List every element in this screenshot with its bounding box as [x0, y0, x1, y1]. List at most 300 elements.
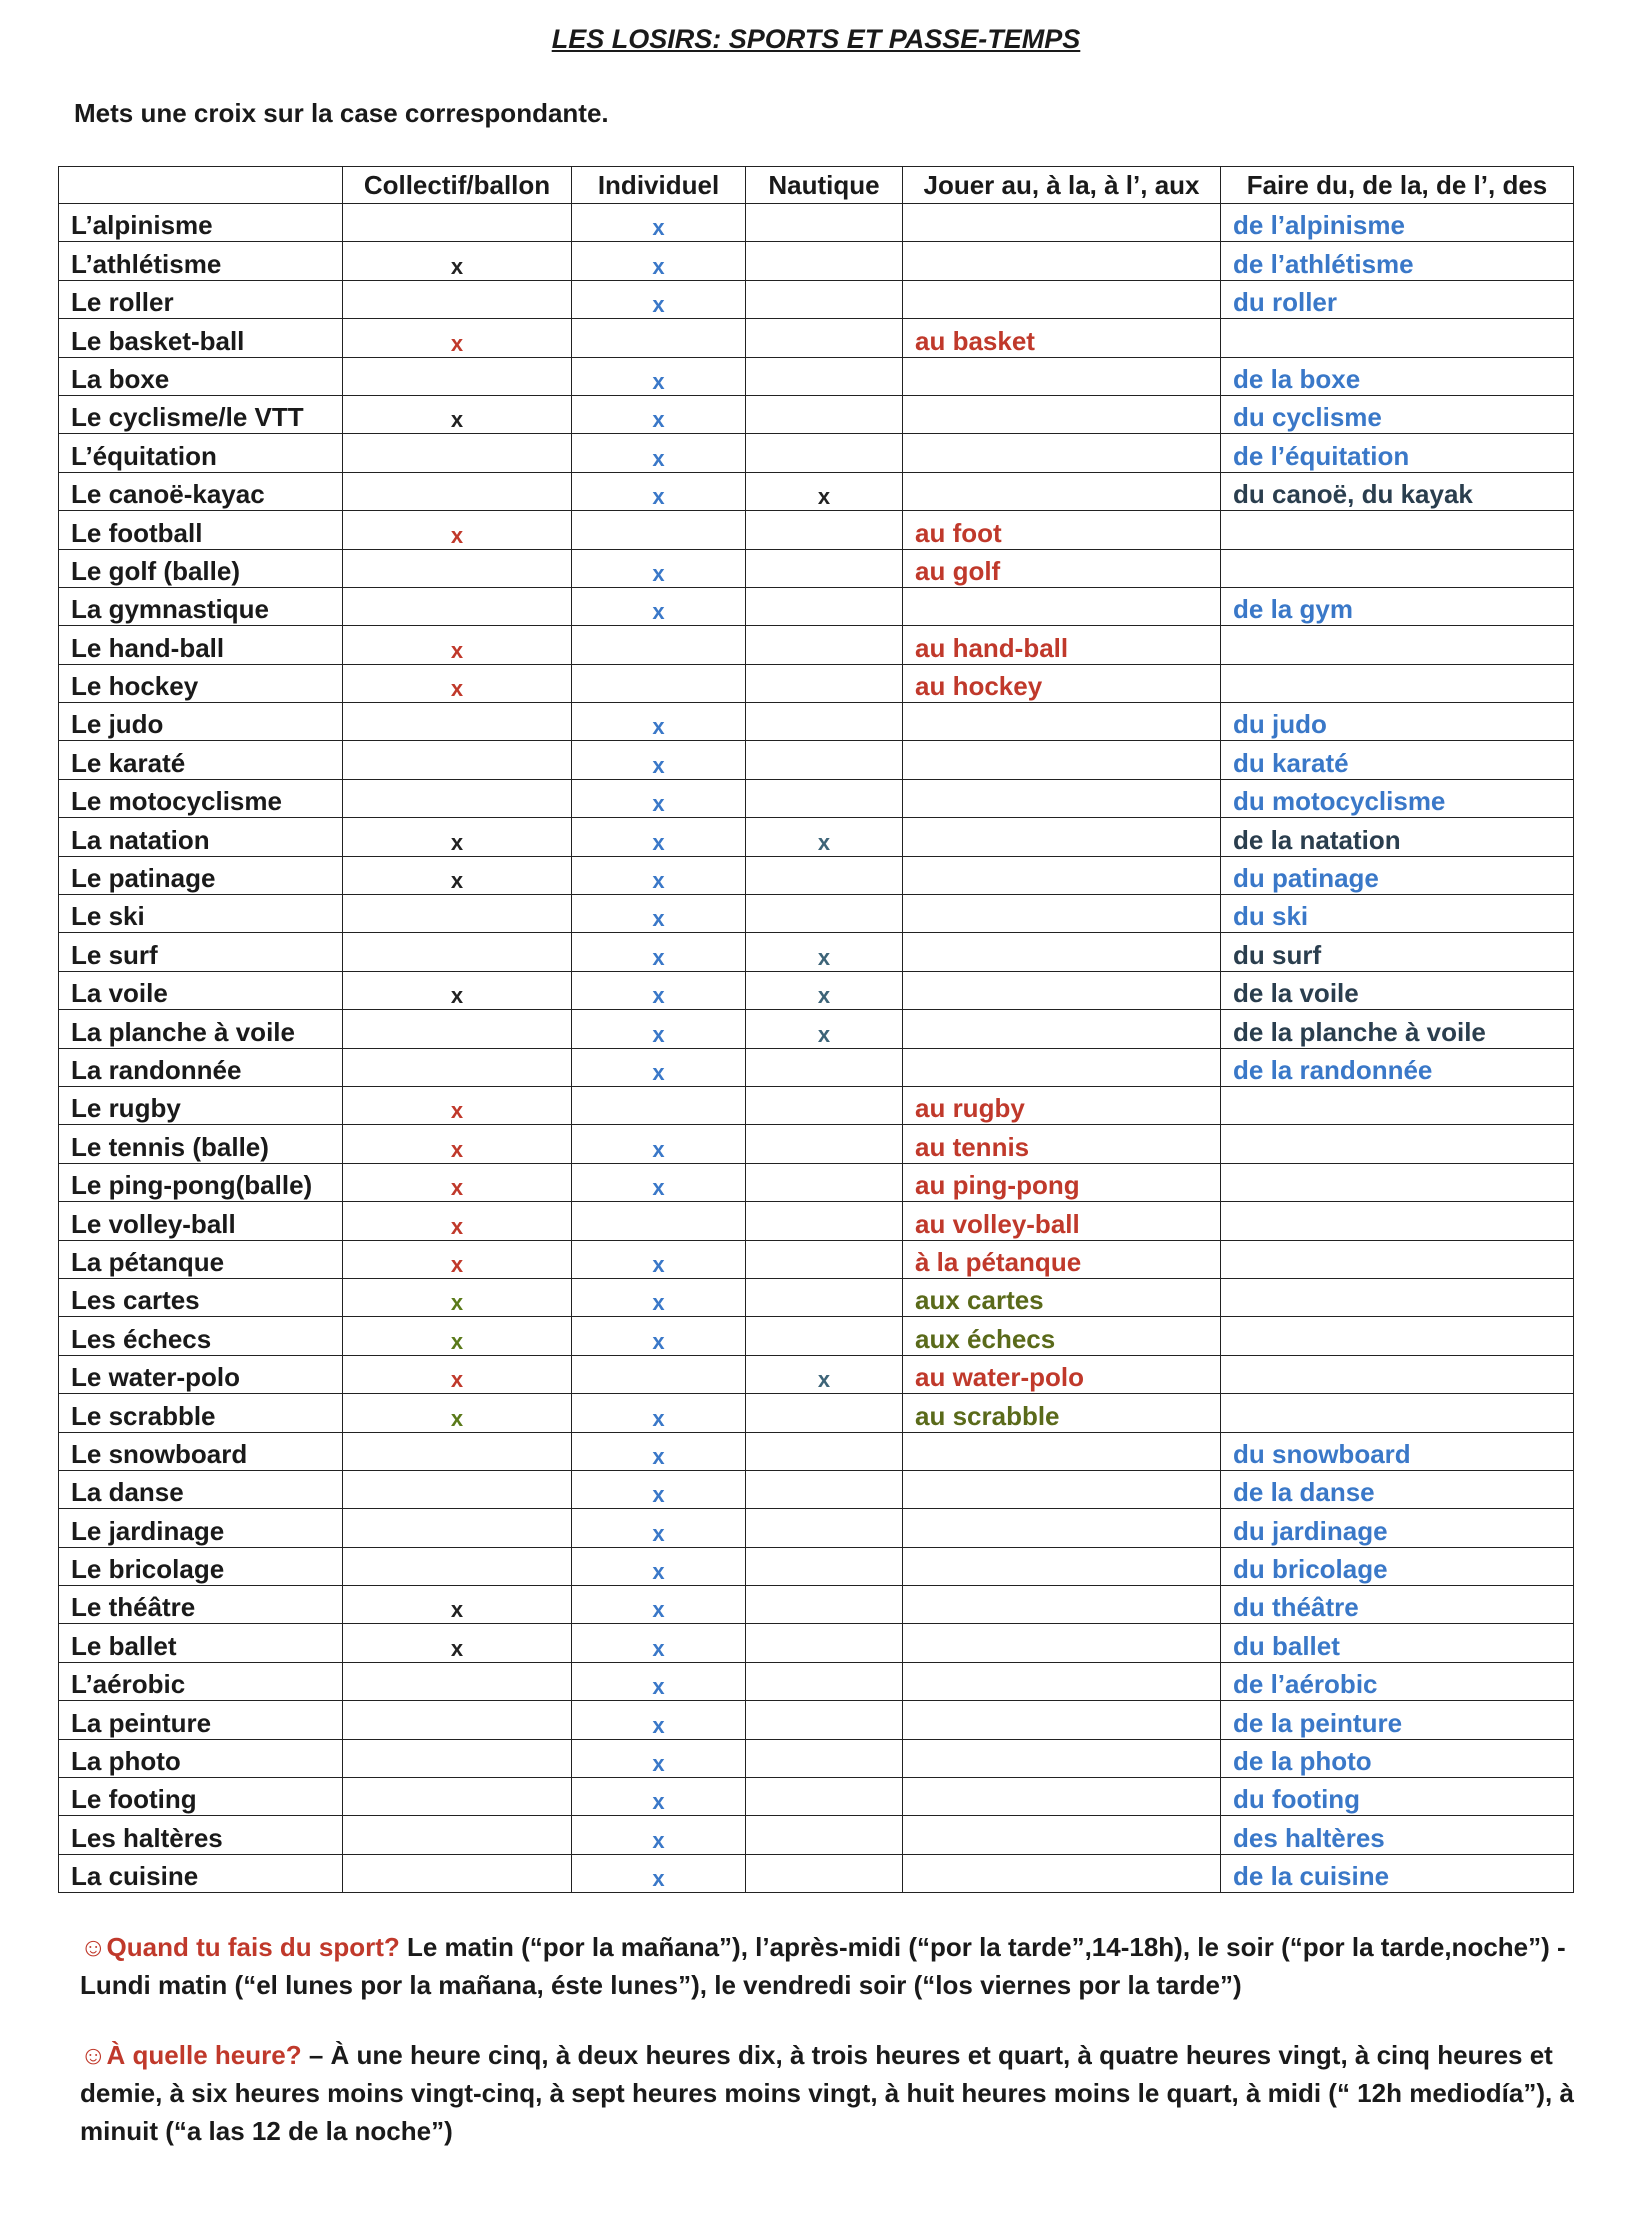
cell-jouer [903, 1624, 1221, 1662]
header-faire: Faire du, de la, de l’, des [1221, 167, 1574, 204]
cell-nautique: x [746, 1010, 903, 1048]
cell-individuel: x [572, 741, 746, 779]
cell-nautique [746, 626, 903, 664]
cell-collectif [343, 280, 572, 318]
cell-jouer [903, 779, 1221, 817]
cell-faire: de la danse [1221, 1470, 1574, 1508]
cell-sport: Le bricolage [59, 1547, 343, 1585]
cell-individuel: x [572, 587, 746, 625]
cell-faire: du jardinage [1221, 1509, 1574, 1547]
cell-faire: de la boxe [1221, 357, 1574, 395]
cell-faire: du judo [1221, 703, 1574, 741]
table-row [59, 856, 1574, 894]
cell-faire [1221, 1240, 1574, 1278]
cell-jouer [903, 1854, 1221, 1892]
header-sport [59, 167, 343, 204]
cell-jouer [903, 1547, 1221, 1585]
table-row [59, 280, 1574, 318]
cell-sport: Le ballet [59, 1624, 343, 1662]
table-row [59, 741, 1574, 779]
header-jouer: Jouer au, à la, à l’, aux [903, 167, 1221, 204]
cell-nautique [746, 1163, 903, 1201]
cell-nautique [746, 895, 903, 933]
table-row [59, 818, 1574, 856]
table-row [59, 1509, 1574, 1547]
cell-collectif: x [343, 395, 572, 433]
cell-jouer [903, 357, 1221, 395]
cell-faire: de l’aérobic [1221, 1662, 1574, 1700]
cell-nautique [746, 204, 903, 242]
cell-individuel [572, 664, 746, 702]
cell-jouer: aux échecs [903, 1317, 1221, 1355]
cell-faire [1221, 549, 1574, 587]
cell-collectif [343, 741, 572, 779]
cell-jouer [903, 1509, 1221, 1547]
table-row [59, 395, 1574, 433]
cell-sport: La voile [59, 971, 343, 1009]
cell-sport: Le footing [59, 1778, 343, 1816]
cell-faire [1221, 319, 1574, 357]
cell-sport: Le canoë-kayac [59, 472, 343, 510]
table-row [59, 933, 1574, 971]
cell-individuel: x [572, 242, 746, 280]
cell-jouer [903, 1470, 1221, 1508]
cell-faire [1221, 664, 1574, 702]
table-row [59, 434, 1574, 472]
cell-nautique [746, 1470, 903, 1508]
cell-individuel: x [572, 1662, 746, 1700]
cell-nautique: x [746, 933, 903, 971]
cell-collectif: x [343, 511, 572, 549]
cell-jouer [903, 818, 1221, 856]
cell-sport: Le water-polo [59, 1355, 343, 1393]
cell-jouer: aux cartes [903, 1278, 1221, 1316]
cell-nautique [746, 549, 903, 587]
cell-collectif: x [343, 856, 572, 894]
cell-sport: Le karaté [59, 741, 343, 779]
note-time [80, 2036, 1610, 2150]
cell-collectif: x [343, 319, 572, 357]
table-row [59, 1816, 1574, 1854]
cell-faire: de la planche à voile [1221, 1010, 1574, 1048]
cell-nautique [746, 1778, 903, 1816]
cell-jouer [903, 933, 1221, 971]
table-row [59, 1278, 1574, 1316]
page-title: LES LOSIRS: SPORTS ET PASSE-TEMPS [551, 24, 1081, 54]
table-row [59, 1317, 1574, 1355]
note-when-lead: ☺Quand tu fais du sport? [80, 1932, 400, 1962]
cell-jouer: au water-polo [903, 1355, 1221, 1393]
cell-individuel: x [572, 1778, 746, 1816]
cell-individuel: x [572, 1240, 746, 1278]
cell-sport: Le patinage [59, 856, 343, 894]
cell-jouer [903, 741, 1221, 779]
cell-individuel: x [572, 856, 746, 894]
table-row [59, 1432, 1574, 1470]
cell-faire: des haltères [1221, 1816, 1574, 1854]
cell-individuel: x [572, 1701, 746, 1739]
cell-individuel: x [572, 1394, 746, 1432]
cell-faire [1221, 1125, 1574, 1163]
cell-sport: Le football [59, 511, 343, 549]
cell-sport: L’athlétisme [59, 242, 343, 280]
cell-individuel: x [572, 357, 746, 395]
cell-nautique [746, 779, 903, 817]
cell-jouer: au rugby [903, 1086, 1221, 1124]
cell-jouer [903, 1010, 1221, 1048]
cell-sport: Le hockey [59, 664, 343, 702]
cell-individuel [572, 1086, 746, 1124]
cell-collectif [343, 1854, 572, 1892]
cell-collectif: x [343, 1355, 572, 1393]
cell-sport: Le golf (balle) [59, 549, 343, 587]
cell-collectif: x [343, 1240, 572, 1278]
header-individuel: Individuel [572, 167, 746, 204]
cell-individuel: x [572, 204, 746, 242]
cell-faire: du patinage [1221, 856, 1574, 894]
cell-collectif: x [343, 626, 572, 664]
cell-individuel: x [572, 1163, 746, 1201]
cell-sport: Les cartes [59, 1278, 343, 1316]
table-row [59, 1701, 1574, 1739]
cell-collectif [343, 1701, 572, 1739]
cell-nautique [746, 1816, 903, 1854]
cell-individuel: x [572, 779, 746, 817]
cell-collectif [343, 1010, 572, 1048]
cell-jouer: au tennis [903, 1125, 1221, 1163]
cell-individuel: x [572, 933, 746, 971]
cell-faire: de l’alpinisme [1221, 204, 1574, 242]
cell-individuel: x [572, 1278, 746, 1316]
cell-sport: La natation [59, 818, 343, 856]
cell-faire [1221, 1394, 1574, 1432]
table-row [59, 242, 1574, 280]
cell-sport: Le hand-ball [59, 626, 343, 664]
cell-sport: La cuisine [59, 1854, 343, 1892]
cell-faire [1221, 1086, 1574, 1124]
cell-nautique [746, 1509, 903, 1547]
cell-sport: Le surf [59, 933, 343, 971]
cell-collectif: x [343, 1202, 572, 1240]
table-row [59, 1240, 1574, 1278]
cell-nautique [746, 1125, 903, 1163]
cell-sport: Le volley-ball [59, 1202, 343, 1240]
cell-individuel: x [572, 472, 746, 510]
cell-sport: Le ski [59, 895, 343, 933]
cell-collectif: x [343, 1624, 572, 1662]
cell-jouer: au ping-pong [903, 1163, 1221, 1201]
cell-faire [1221, 1278, 1574, 1316]
cell-individuel: x [572, 1470, 746, 1508]
cell-nautique [746, 1317, 903, 1355]
cell-individuel: x [572, 818, 746, 856]
cell-nautique [746, 1586, 903, 1624]
cell-faire: du ski [1221, 895, 1574, 933]
cell-sport: La pétanque [59, 1240, 343, 1278]
cell-nautique [746, 1739, 903, 1777]
note-time-text: – À une heure cinq, à deux heures dix, à trois heures et quart, à quatre heures vingt, à cinq heures et demie, à six heures moins vingt-cinq, à sept heures moins vingt, à huit heures moins le quart, à midi (“ 12h mediodía”), à minuit (“a las 12 de la noche”) [80, 2040, 1574, 2146]
cell-sport: Le scrabble [59, 1394, 343, 1432]
instruction-text: Mets une croix sur la case correspondante. [74, 98, 609, 128]
table-row [59, 511, 1574, 549]
cell-collectif: x [343, 664, 572, 702]
cell-individuel: x [572, 280, 746, 318]
cell-nautique: x [746, 971, 903, 1009]
cell-collectif [343, 933, 572, 971]
cell-individuel: x [572, 895, 746, 933]
cell-nautique [746, 280, 903, 318]
cell-jouer: au volley-ball [903, 1202, 1221, 1240]
table-row [59, 204, 1574, 242]
cell-collectif [343, 587, 572, 625]
cell-collectif [343, 1816, 572, 1854]
cell-individuel [572, 1355, 746, 1393]
table-row [59, 1125, 1574, 1163]
cell-nautique [746, 856, 903, 894]
cell-nautique: x [746, 1355, 903, 1393]
table-row [59, 779, 1574, 817]
cell-individuel [572, 319, 746, 357]
cell-collectif [343, 472, 572, 510]
cell-faire [1221, 1355, 1574, 1393]
cell-faire: du théâtre [1221, 1586, 1574, 1624]
cell-collectif: x [343, 1125, 572, 1163]
cell-faire [1221, 1202, 1574, 1240]
cell-nautique [746, 511, 903, 549]
table-row [59, 664, 1574, 702]
cell-nautique: x [746, 472, 903, 510]
header-collectif: Collectif/ballon [343, 167, 572, 204]
cell-nautique [746, 357, 903, 395]
cell-individuel: x [572, 434, 746, 472]
cell-nautique [746, 1624, 903, 1662]
cell-nautique [746, 703, 903, 741]
cell-jouer: au golf [903, 549, 1221, 587]
cell-collectif: x [343, 971, 572, 1009]
cell-collectif: x [343, 1278, 572, 1316]
cell-sport: Le théâtre [59, 1586, 343, 1624]
cell-collectif [343, 1432, 572, 1470]
cell-faire: du footing [1221, 1778, 1574, 1816]
table-header-row [59, 167, 1574, 204]
table-row [59, 357, 1574, 395]
cell-faire: du roller [1221, 280, 1574, 318]
cell-nautique [746, 1854, 903, 1892]
cell-faire: du karaté [1221, 741, 1574, 779]
cell-nautique [746, 1701, 903, 1739]
cell-sport: Le snowboard [59, 1432, 343, 1470]
table-row [59, 1355, 1574, 1393]
cell-collectif [343, 1509, 572, 1547]
cell-jouer: au hand-ball [903, 626, 1221, 664]
table-row [59, 319, 1574, 357]
cell-nautique [746, 664, 903, 702]
cell-sport: La gymnastique [59, 587, 343, 625]
cell-nautique [746, 1432, 903, 1470]
cell-faire: du canoë, du kayak [1221, 472, 1574, 510]
cell-jouer [903, 395, 1221, 433]
table-row [59, 1048, 1574, 1086]
cell-faire: du motocyclisme [1221, 779, 1574, 817]
cell-collectif [343, 549, 572, 587]
cell-jouer [903, 587, 1221, 625]
table-row [59, 1586, 1574, 1624]
cell-collectif [343, 1662, 572, 1700]
cell-collectif: x [343, 1394, 572, 1432]
table-row [59, 1010, 1574, 1048]
table-row [59, 1394, 1574, 1432]
cell-individuel: x [572, 1624, 746, 1662]
cell-jouer [903, 472, 1221, 510]
cell-nautique [746, 1547, 903, 1585]
cell-nautique [746, 1086, 903, 1124]
cell-collectif [343, 1470, 572, 1508]
cell-collectif [343, 1547, 572, 1585]
table-row [59, 549, 1574, 587]
cell-jouer [903, 703, 1221, 741]
cell-sport: La planche à voile [59, 1010, 343, 1048]
cell-jouer [903, 1048, 1221, 1086]
cell-individuel: x [572, 1739, 746, 1777]
table-row [59, 703, 1574, 741]
cell-individuel: x [572, 1125, 746, 1163]
table-row [59, 1163, 1574, 1201]
cell-sport: La randonnée [59, 1048, 343, 1086]
cell-jouer: au scrabble [903, 1394, 1221, 1432]
cell-sport: L’alpinisme [59, 204, 343, 242]
cell-nautique [746, 1662, 903, 1700]
cell-faire [1221, 1317, 1574, 1355]
cell-faire: de la voile [1221, 971, 1574, 1009]
cell-jouer: au hockey [903, 664, 1221, 702]
cell-jouer [903, 1739, 1221, 1777]
cell-collectif [343, 204, 572, 242]
cell-collectif: x [343, 242, 572, 280]
cell-individuel: x [572, 1586, 746, 1624]
cell-faire: de la photo [1221, 1739, 1574, 1777]
cell-collectif [343, 1048, 572, 1086]
cell-sport: La photo [59, 1739, 343, 1777]
cell-sport: Les haltères [59, 1816, 343, 1854]
cell-jouer [903, 204, 1221, 242]
cell-faire: du cyclisme [1221, 395, 1574, 433]
cell-jouer [903, 1586, 1221, 1624]
cell-collectif: x [343, 1586, 572, 1624]
cell-jouer: à la pétanque [903, 1240, 1221, 1278]
cell-jouer [903, 1701, 1221, 1739]
cell-sport: L’équitation [59, 434, 343, 472]
table-row [59, 1739, 1574, 1777]
cell-individuel: x [572, 1010, 746, 1048]
cell-sport: Le roller [59, 280, 343, 318]
note-when-text: Le matin (“por la mañana”), l’après-midi (“por la tarde”,14-18h), le soir (“por la tarde,noche”) -Lundi matin (“el lunes por la mañana, éste lunes”), le vendredi soir (“los viernes por la tarde”) [80, 1932, 1566, 2000]
cell-faire: de la randonnée [1221, 1048, 1574, 1086]
cell-individuel: x [572, 1317, 746, 1355]
cell-sport: La danse [59, 1470, 343, 1508]
cell-faire: de la peinture [1221, 1701, 1574, 1739]
table-row [59, 1202, 1574, 1240]
cell-collectif [343, 703, 572, 741]
cell-collectif: x [343, 1317, 572, 1355]
cell-individuel [572, 511, 746, 549]
cell-jouer [903, 242, 1221, 280]
note-when [80, 1928, 1610, 2004]
table-body [59, 204, 1574, 1893]
cell-sport: Le cyclisme/le VTT [59, 395, 343, 433]
cell-jouer [903, 856, 1221, 894]
table-row [59, 587, 1574, 625]
table-row [59, 1778, 1574, 1816]
cell-sport: Les échecs [59, 1317, 343, 1355]
cell-nautique [746, 319, 903, 357]
cell-nautique [746, 1278, 903, 1316]
cell-nautique [746, 242, 903, 280]
cell-nautique [746, 587, 903, 625]
cell-collectif: x [343, 1163, 572, 1201]
cell-faire: du ballet [1221, 1624, 1574, 1662]
cell-sport: Le ping-pong(balle) [59, 1163, 343, 1201]
cell-jouer: au basket [903, 319, 1221, 357]
sports-table [58, 166, 1574, 1893]
cell-jouer [903, 895, 1221, 933]
cell-jouer [903, 971, 1221, 1009]
cell-nautique [746, 741, 903, 779]
cell-individuel: x [572, 703, 746, 741]
cell-individuel: x [572, 1509, 746, 1547]
table-row [59, 1624, 1574, 1662]
table-row [59, 1547, 1574, 1585]
cell-individuel: x [572, 1547, 746, 1585]
table-row [59, 472, 1574, 510]
cell-sport: Le judo [59, 703, 343, 741]
cell-individuel: x [572, 1048, 746, 1086]
cell-individuel: x [572, 1432, 746, 1470]
cell-sport: Le tennis (balle) [59, 1125, 343, 1163]
cell-faire [1221, 1163, 1574, 1201]
cell-faire: de la gym [1221, 587, 1574, 625]
cell-sport: Le jardinage [59, 1509, 343, 1547]
cell-nautique: x [746, 818, 903, 856]
cell-nautique [746, 1240, 903, 1278]
cell-faire: du bricolage [1221, 1547, 1574, 1585]
cell-individuel [572, 1202, 746, 1240]
cell-collectif [343, 779, 572, 817]
cell-individuel [572, 626, 746, 664]
cell-jouer [903, 434, 1221, 472]
table-row [59, 971, 1574, 1009]
cell-faire: de l’athlétisme [1221, 242, 1574, 280]
table-row [59, 895, 1574, 933]
cell-sport: L’aérobic [59, 1662, 343, 1700]
cell-faire: du surf [1221, 933, 1574, 971]
cell-jouer [903, 1662, 1221, 1700]
cell-nautique [746, 395, 903, 433]
cell-sport: Le basket-ball [59, 319, 343, 357]
cell-faire [1221, 511, 1574, 549]
cell-sport: La peinture [59, 1701, 343, 1739]
cell-jouer [903, 280, 1221, 318]
cell-sport: La boxe [59, 357, 343, 395]
cell-collectif: x [343, 1086, 572, 1124]
note-time-lead: ☺À quelle heure? [80, 2040, 302, 2070]
cell-individuel: x [572, 971, 746, 1009]
cell-collectif [343, 1778, 572, 1816]
cell-faire: de la natation [1221, 818, 1574, 856]
cell-sport: Le rugby [59, 1086, 343, 1124]
cell-faire: de la cuisine [1221, 1854, 1574, 1892]
table-row [59, 626, 1574, 664]
cell-jouer: au foot [903, 511, 1221, 549]
